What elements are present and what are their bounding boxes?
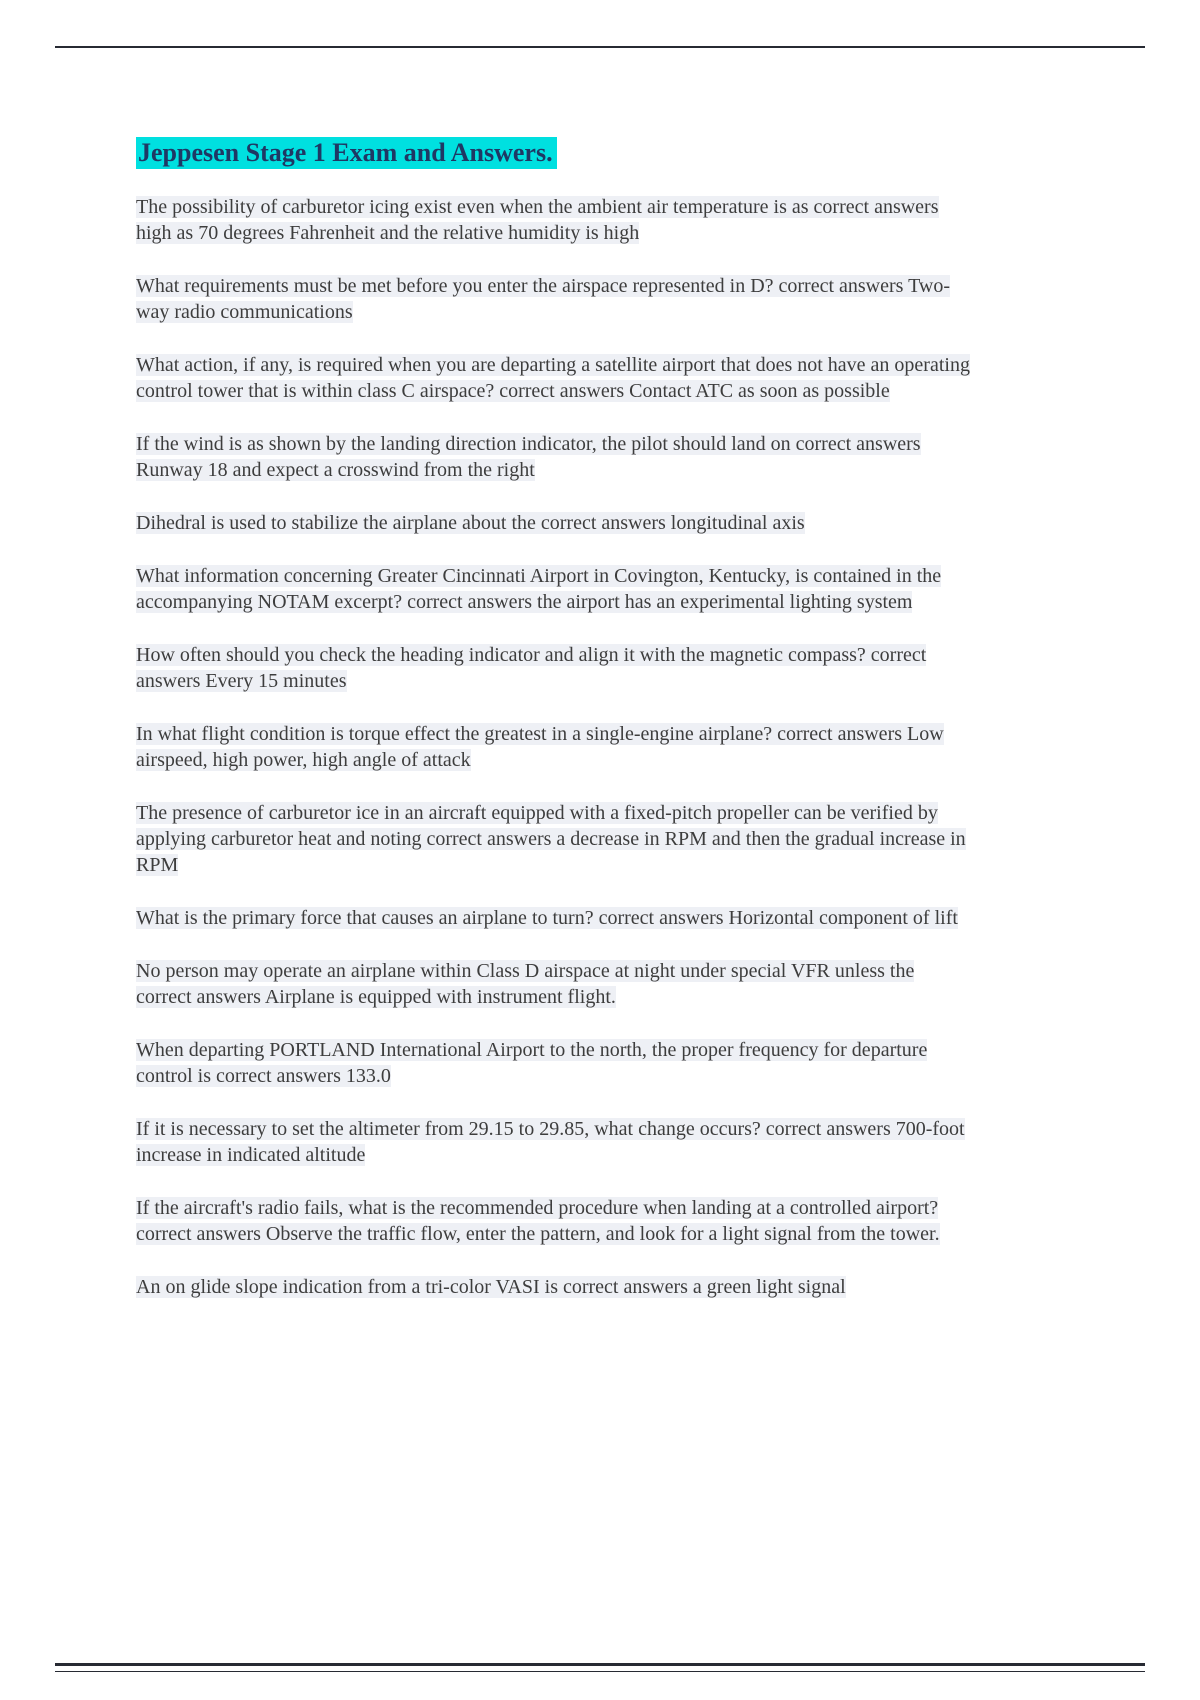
- qa-paragraph-text: The presence of carburetor ice in an aircraft equipped with a fixed-pitch propeller can be verified by applying carburetor heat and noting correct answers a decrease in RPM and then the gradual increase in RPM: [136, 801, 966, 876]
- qa-paragraph: [136, 563, 970, 615]
- qa-paragraph-text: An on glide slope indication from a tri-color VASI is correct answers a green light signal: [136, 1275, 846, 1298]
- qa-paragraph-text: What information concerning Greater Cincinnati Airport in Covington, Kentucky, is contained in the accompanying NOTAM excerpt? correct answers the airport has an experimental lighting system: [136, 564, 942, 613]
- qa-paragraph-text: If the wind is as shown by the landing direction indicator, the pilot should land on correct answers Runway 18 and expect a crosswind from the right: [136, 432, 921, 481]
- qa-paragraph-text: When departing PORTLAND International Airport to the north, the proper frequency for departure control is correct answers 133.0: [136, 1038, 928, 1087]
- qa-paragraph-text: What action, if any, is required when you are departing a satellite airport that does not have an operating control tower that is within class C airspace? correct answers Contact ATC as soon as possible: [136, 353, 970, 402]
- qa-paragraph: [136, 721, 970, 773]
- qa-paragraph: [136, 194, 970, 246]
- qa-paragraph-text: The possibility of carburetor icing exist even when the ambient air temperature is as correct answers high as 70 degrees Fahrenheit and the relative humidity is high: [136, 195, 939, 244]
- qa-paragraph-text: In what flight condition is torque effect the greatest in a single-engine airplane? correct answers Low airspeed, high power, high angle of attack: [136, 722, 944, 771]
- qa-paragraph: [136, 352, 970, 404]
- qa-paragraph: [136, 431, 970, 483]
- qa-paragraph-text: Dihedral is used to stabilize the airplane about the correct answers longitudinal axis: [136, 511, 805, 534]
- page-title: [136, 136, 970, 170]
- qa-paragraph: [136, 510, 970, 536]
- qa-paragraph: [136, 1116, 970, 1168]
- qa-paragraph-text: How often should you check the heading indicator and align it with the magnetic compass? correct answers Every 15 minutes: [136, 643, 927, 692]
- header-rule: [55, 46, 1145, 48]
- footer-rule: [55, 1663, 1145, 1672]
- qa-paragraph: [136, 273, 970, 325]
- qa-paragraph: [136, 1037, 970, 1089]
- qa-paragraph-text: No person may operate an airplane within Class D airspace at night under special VFR unless the correct answers Airplane is equipped with instrument flight.: [136, 959, 915, 1008]
- qa-paragraph-text: If the aircraft's radio fails, what is the recommended procedure when landing at a controlled airport? correct answers Observe the traffic flow, enter the pattern, and look for a light signal from the tower.: [136, 1196, 940, 1245]
- qa-paragraph-text: If it is necessary to set the altimeter from 29.15 to 29.85, what change occurs? correct answers 700-foot increase in indicated altitude: [136, 1117, 965, 1166]
- qa-paragraph: [136, 1274, 970, 1300]
- qa-paragraph: [136, 905, 970, 931]
- document-content: [136, 136, 970, 1327]
- qa-paragraph-text: What is the primary force that causes an airplane to turn? correct answers Horizontal component of lift: [136, 906, 958, 929]
- qa-paragraph-text: What requirements must be met before you enter the airspace represented in D? correct answers Two-way radio communications: [136, 274, 951, 323]
- qa-paragraph: [136, 958, 970, 1010]
- qa-paragraph: [136, 1195, 970, 1247]
- qa-paragraph: [136, 800, 970, 878]
- page-title-highlight: Jeppesen Stage 1 Exam and Answers.: [136, 137, 557, 169]
- qa-paragraph: [136, 642, 970, 694]
